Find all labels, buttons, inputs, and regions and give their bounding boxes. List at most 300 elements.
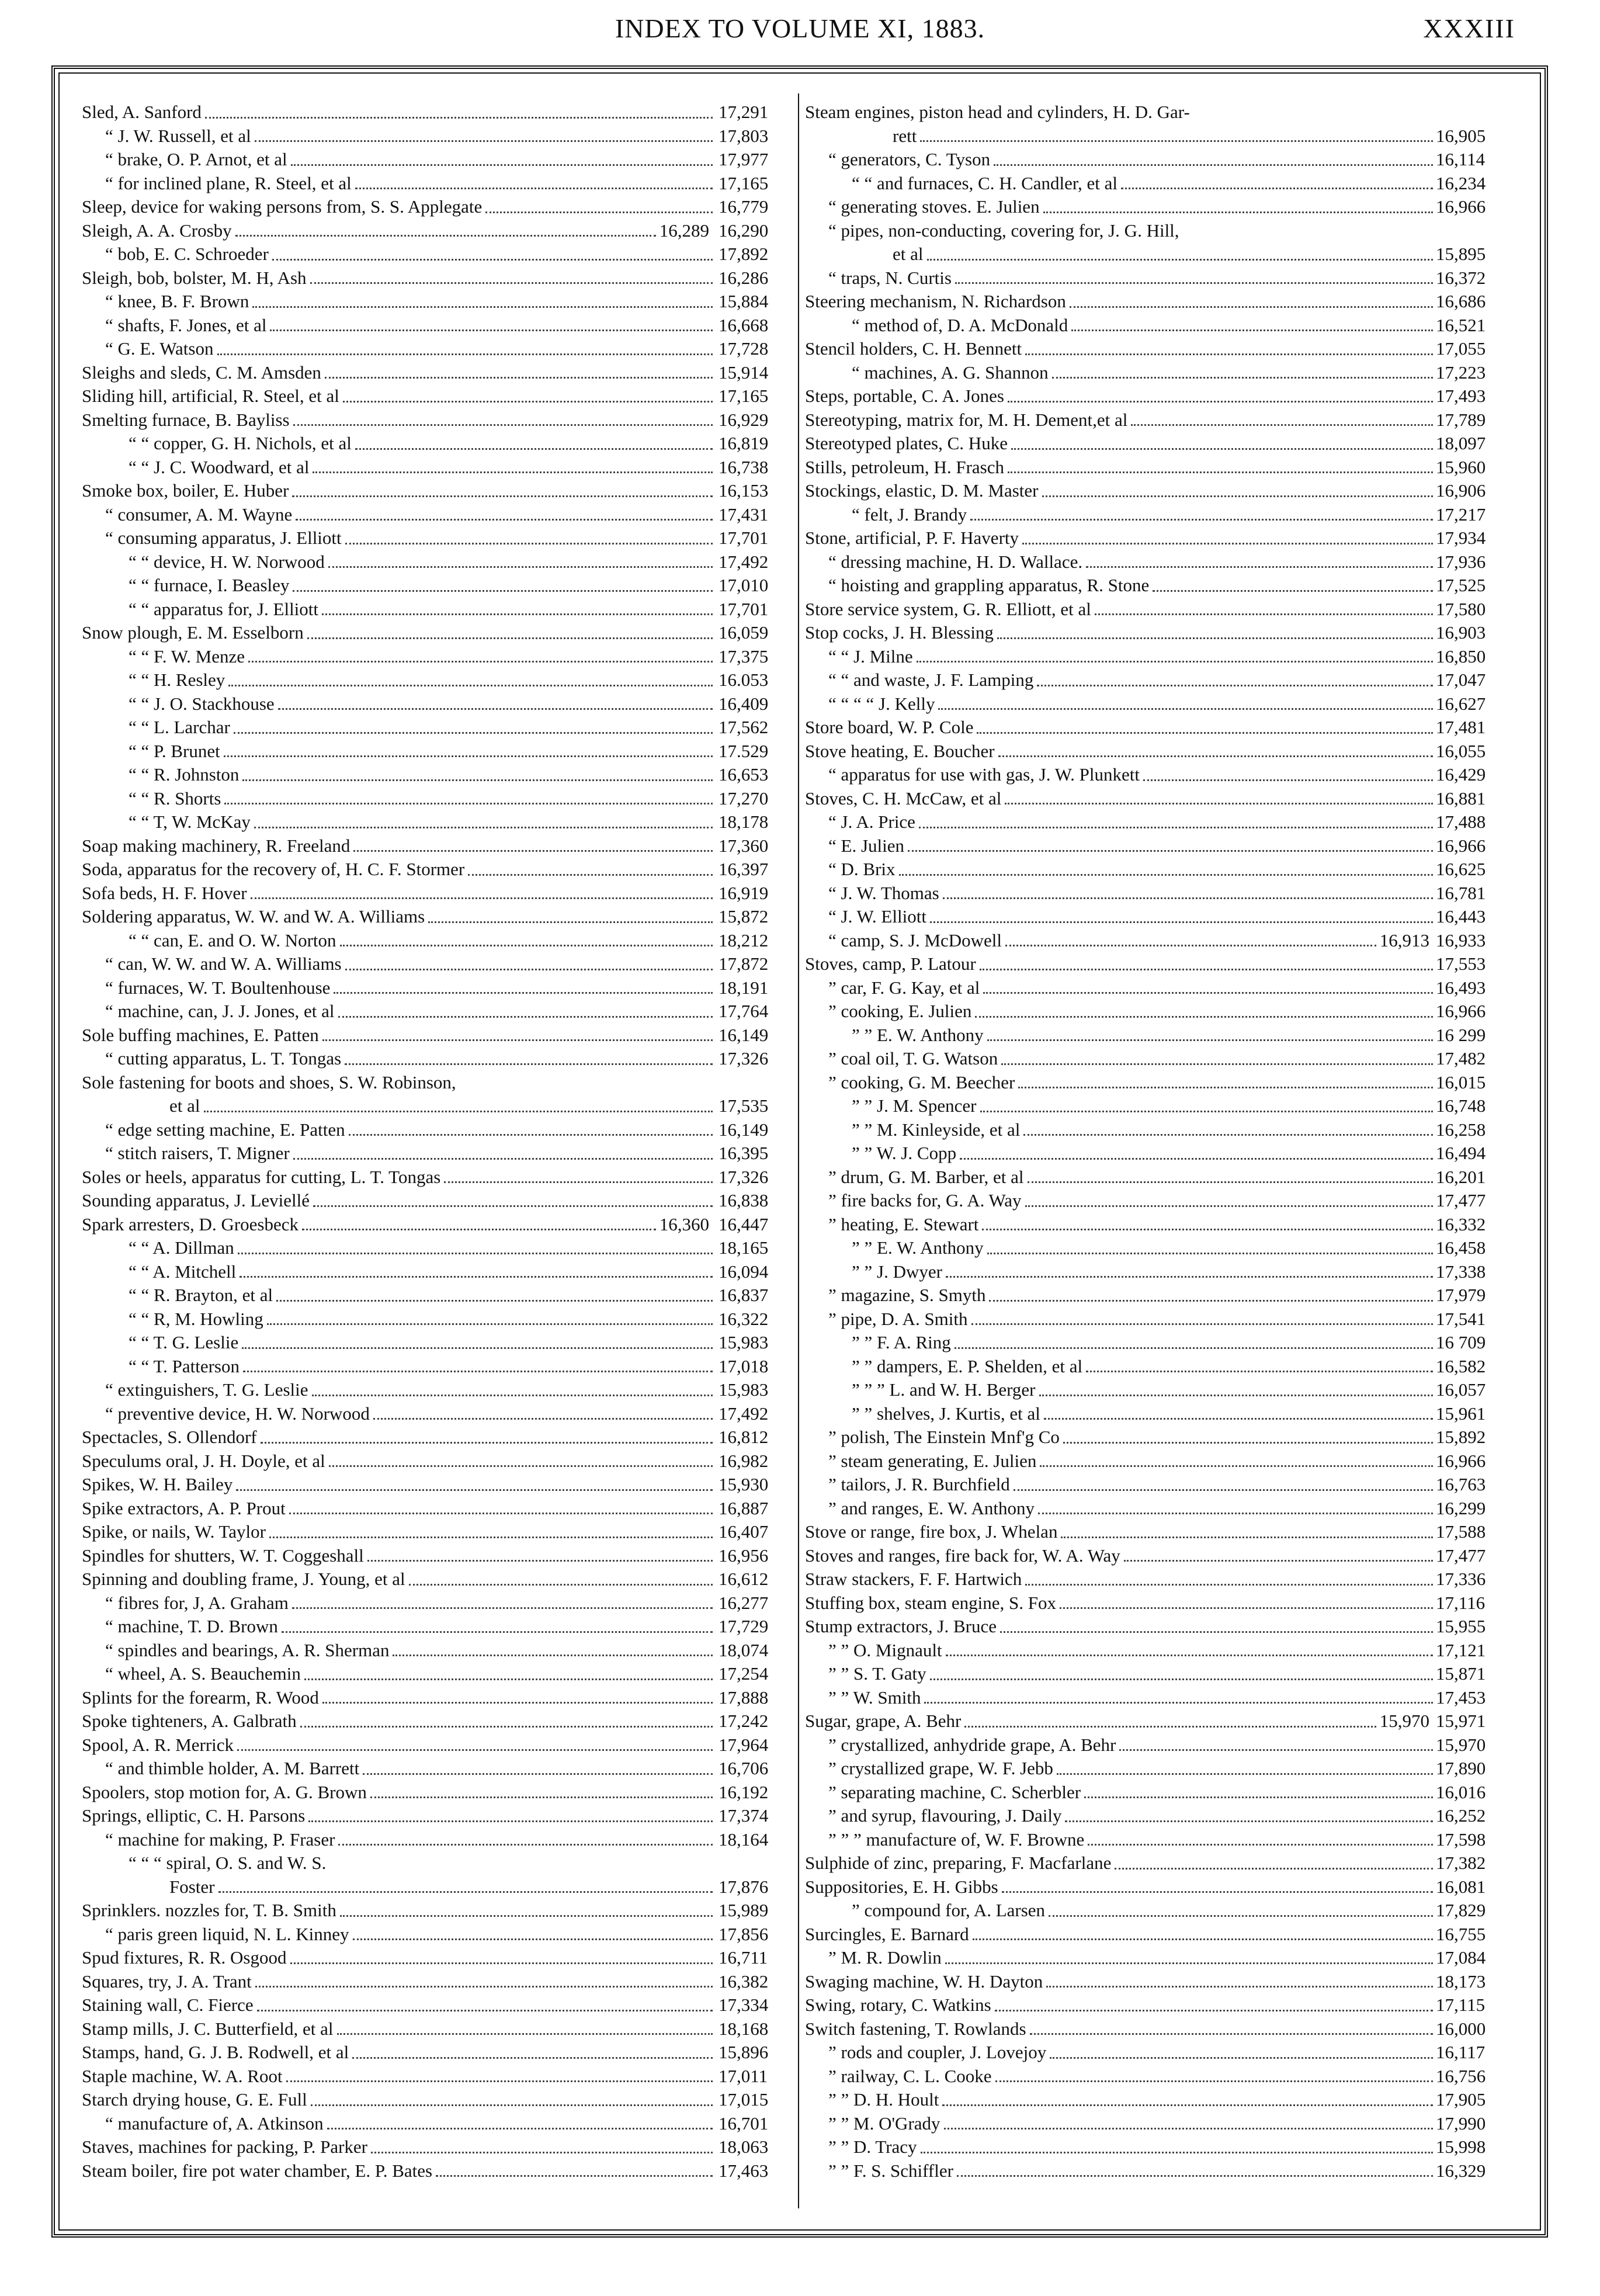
dot-leader [1042,495,1433,497]
entry-number: 17,291 [719,102,769,122]
index-entry [82,432,797,456]
dot-leader [240,1276,713,1278]
entry-text: et al [169,1095,200,1116]
index-entry [805,716,1518,740]
index-entry [82,1733,797,1757]
entry-text: Stone, artificial, P. F. Haverty [805,528,1019,548]
entry-text: Stereotyping, matrix for, M. H. Dement,et al [805,409,1128,430]
index-entry [805,810,1518,834]
dot-leader [373,1418,713,1420]
dot-leader [942,2104,1433,2106]
dot-leader [1038,1513,1433,1514]
dot-leader [293,1158,713,1160]
dot-leader [352,2057,713,2059]
entry-text: “ knee, B. F. Brown [105,291,249,311]
index-entry [805,266,1518,290]
index-entry [805,645,1518,669]
entry-number: 17,374 [719,1805,769,1826]
index-entry [805,503,1518,527]
entry-number: 16,838 [719,1190,769,1211]
entry-text: “ “ can, E. and O. W. Norton [129,930,336,951]
entry-text: “ generators, C. Tyson [828,149,991,169]
entry-number: 16,701 [719,2113,769,2134]
entry-text: ” ” ” L. and W. H. Berger [852,1379,1036,1400]
dot-leader [205,117,713,119]
dot-leader [1086,566,1433,568]
entry-text: “ brake, O. P. Arnot, et al [105,149,287,169]
dot-leader [920,140,1433,142]
index-entry [82,1804,797,1828]
entry-text: “ “ R. Brayton, et al [129,1285,273,1305]
index-entry [82,1047,797,1071]
entry-number: 17,431 [719,504,769,525]
index-entry [805,1567,1518,1591]
dot-leader [312,1395,713,1396]
entry-number: 18,097 [1436,433,1486,453]
entry-text: ” ” F. A. Ring [852,1332,951,1352]
entry-text: “ “ R, M. Howling [129,1308,263,1329]
dot-leader [272,259,713,261]
index-entry [805,361,1518,385]
entry-text: ” compound for, A. Larsen [852,1900,1046,1920]
entry-number: 17,242 [719,1711,769,1731]
index-entry [82,1000,797,1024]
index-entry [805,929,1518,953]
dot-leader [1011,448,1433,450]
dot-leader [255,140,713,142]
index-entry [82,1709,797,1733]
index-entry [82,1970,797,1994]
entry-text: ” rods and coupler, J. Lovejoy [828,2042,1047,2062]
entry-text: Stuffing box, steam engine, S. Fox [805,1592,1056,1613]
index-entry [805,1142,1518,1166]
dot-leader [345,543,713,544]
index-entry [82,148,797,172]
page-header [0,13,1600,54]
index-entry [82,621,797,645]
entry-number: 16,521 [1436,314,1486,335]
entry-number: 16,252 [1436,1805,1486,1826]
dot-leader [289,1513,713,1514]
dot-leader [1049,1915,1433,1917]
index-entry [805,2065,1518,2089]
entry-text: Sleep, device for waking persons from, S. S. Applegate [82,196,483,217]
entry-text: Steam engines, piston head and cylinders, H. D. Gar- [805,102,1190,122]
entry-number: 18,063 [719,2137,769,2157]
entry-text: et al [893,244,924,264]
dot-leader [371,2152,713,2153]
index-entry [805,1094,1518,1118]
dot-leader [337,2033,713,2035]
entry-number: 17,492 [719,551,769,572]
entry-number: 16,055 [1436,740,1486,761]
entry-text: ” and ranges, E. W. Anthony [828,1497,1035,1518]
entry-text: Stump extractors, J. Bruce [805,1616,997,1636]
index-entry [805,219,1518,243]
index-entry [805,432,1518,456]
index-entry [805,668,1518,692]
entry-number: 16,781 [1436,882,1486,903]
entry-text: Sleigh, A. A. Crosby [82,220,232,241]
entry-text: “ edge setting machine, E. Patten [105,1119,345,1140]
dot-leader [1124,1560,1433,1562]
entry-number: 17,334 [719,1995,769,2015]
index-entry [805,148,1518,172]
entry-text: Stills, petroleum, H. Frasch [805,456,1004,477]
entry-text: Switch fastening, T. Rowlands [805,2018,1026,2039]
entry-number: 17,535 [719,1095,769,1116]
entry-text: ” ” M. O'Grady [828,2113,940,2134]
entry-text: Sleighs and sleds, C. M. Amsden [82,362,321,383]
entry-number: 17,116 [1436,1592,1486,1613]
entry-number: 16,059 [719,622,769,643]
index-entry [805,2017,1518,2041]
entry-text: ” ” D. H. Hoult [828,2089,939,2110]
dot-leader [921,2152,1433,2153]
index-entry [805,337,1518,361]
index-entry [805,1686,1518,1710]
index-entry [82,1307,797,1331]
entry-text: “ traps, N. Curtis [828,267,952,288]
index-entry [805,456,1518,480]
dot-leader [908,850,1433,852]
index-entry [82,952,797,976]
entry-text: “ D. Brix [828,859,896,879]
entry-number: 17,553 [1436,953,1486,974]
entry-number: 16,748 [1436,1095,1486,1116]
index-entry [805,195,1518,219]
dot-leader [234,732,713,734]
entry-number: 17,382 [1436,1853,1486,1873]
entry-secondary-number: 16,913 [1379,930,1429,951]
entry-text: “ cutting apparatus, L. T. Tongas [105,1048,342,1069]
entry-text: “ dressing machine, H. D. Wallace. [828,551,1083,572]
entry-number: 16,905 [1436,125,1486,146]
dot-leader [1039,1395,1433,1396]
entry-number: 16,493 [1436,977,1486,998]
entry-text: Squares, try, J. A. Trant [82,1971,252,1992]
dot-leader [235,235,656,237]
dot-leader [308,1820,713,1822]
index-entry [82,2088,797,2112]
dot-leader [251,897,713,899]
entry-secondary-number: 16,360 [659,1213,709,1234]
entry-number: 15,871 [1436,1663,1486,1684]
dot-leader [242,779,713,781]
dot-leader [927,259,1433,261]
index-entry [82,882,797,906]
index-entry [82,1426,797,1449]
dot-leader [1025,1205,1433,1207]
entry-text: “ hoisting and grappling apparatus, R. Stone [828,575,1150,595]
entry-number: 17,872 [719,953,769,974]
index-entry [805,1213,1518,1237]
dot-leader [257,2010,713,2011]
entry-text: Stamps, hand, G. J. B. Rodwell, et al [82,2042,349,2062]
entry-number: 16,332 [1436,1213,1486,1234]
entry-text: “ “ apparatus for, J. Elliott [129,598,319,619]
dot-leader [987,1039,1433,1041]
entry-number: 16,903 [1436,622,1486,643]
entry-text: Stereotyped plates, C. Huke [805,433,1008,453]
dot-leader [217,353,713,355]
index-entry [82,763,797,787]
entry-number: 16,756 [1436,2065,1486,2086]
entry-text: Staining wall, C. Fierce [82,1995,254,2015]
entry-number: 16,966 [1436,196,1486,217]
entry-text: “ “ F. W. Menze [129,646,245,667]
entry-number: 16,812 [719,1427,769,1447]
dot-leader [353,1938,713,1940]
entry-number: 16,627 [1436,693,1486,714]
index-entry [82,172,797,196]
entry-number: 16,706 [719,1758,769,1778]
dot-leader [355,448,713,450]
dot-leader [1043,211,1433,213]
index-entry [82,2135,797,2159]
dot-leader [218,1891,713,1893]
entry-text: Sliding hill, artificial, R. Steel, et al [82,386,339,406]
entry-text: “ J. W. Russell, et al [105,125,251,146]
entry-text: “ “ R. Shorts [129,788,221,809]
dot-leader [367,1560,713,1562]
index-entry [82,1520,797,1544]
entry-text: “ camp, S. J. McDowell [828,930,1002,951]
dot-leader [1005,945,1376,946]
entry-secondary-number: 16,289 [659,220,709,241]
index-entry [805,1473,1518,1497]
index-entry [82,1260,797,1284]
index-entry [805,1591,1518,1615]
entry-number: 15,872 [719,906,769,927]
entry-number: 16,779 [719,196,769,217]
index-entry [805,479,1518,503]
entry-number: 17,360 [719,835,769,856]
dot-leader [1057,1773,1433,1775]
dot-leader [485,211,713,213]
entry-text: “ fibres for, J, A. Graham [105,1592,289,1613]
index-entry [805,1520,1518,1544]
entry-number: 17,905 [1436,2089,1486,2110]
entry-text: Steering mechanism, N. Richardson [805,291,1066,311]
index-entry [805,1709,1518,1733]
entry-text: Speculums oral, J. H. Doyle, et al [82,1450,325,1471]
dot-leader [270,330,713,331]
index-entry [82,692,797,716]
index-entry [805,1426,1518,1449]
index-entry [805,1189,1518,1213]
index-entry [82,1284,797,1307]
dot-leader [313,471,713,473]
entry-number: 16,372 [1436,267,1486,288]
entry-text: Spinning and doubling frame, J. Young, et al [82,1569,405,1589]
index-entry [805,834,1518,858]
dot-leader [1153,590,1433,592]
index-entry [82,1189,797,1213]
entry-number: 16,286 [719,267,769,288]
entry-number: 16,494 [1436,1143,1486,1163]
entry-text: “ J. W. Thomas [828,882,939,903]
index-entry [805,2135,1518,2159]
index-entry [805,242,1518,266]
index-entry [805,1236,1518,1260]
entry-number: 15,960 [1436,456,1486,477]
index-entry [82,479,797,503]
dot-leader [243,1371,713,1372]
entry-text: Spud fixtures, R. R. Osgood [82,1947,287,1968]
entry-text: Surcingles, E. Barnard [805,1923,969,1944]
entry-number: 16,117 [1436,2042,1486,2062]
entry-text: Sugar, grape, A. Behr [805,1711,962,1731]
entry-number: 16,668 [719,314,769,335]
entry-text: “ spindles and bearings, A. R. Sherman [105,1639,390,1660]
entry-number: 17,453 [1436,1687,1486,1708]
dot-leader [248,661,713,663]
entry-number: 16,299 [1436,1497,1486,1518]
entry-number: 18,173 [1436,1971,1486,1992]
entry-number: 17,375 [719,646,769,667]
entry-text: Store board, W. P. Cole [805,717,974,737]
entry-text: “ “ P. Brunet [129,740,220,761]
entry-number: 16,582 [1436,1355,1486,1376]
entry-number: 15,914 [719,362,769,383]
index-entry [82,1639,797,1663]
dot-leader [997,637,1433,639]
index-entry [805,1662,1518,1686]
entry-text: “ J. A. Price [828,811,915,832]
entry-number: 16,290 [719,220,769,241]
entry-number: 16 709 [1436,1332,1486,1352]
entry-number: 17,892 [719,244,769,264]
dot-leader [980,1111,1433,1112]
index-entry [82,1851,797,1875]
index-entry [805,574,1518,598]
dot-leader [286,2080,713,2082]
entry-text: Spectacles, S. Ollendorf [82,1427,257,1447]
entry-number: 15,983 [719,1332,769,1352]
index-entry [82,740,797,764]
entry-text: “ felt, J. Brandy [852,504,967,525]
entry-number: 17,492 [719,1403,769,1424]
dot-leader [278,708,713,710]
dot-leader [971,1323,1433,1325]
entry-number: 18,164 [719,1829,769,1850]
entry-number: 15,896 [719,2042,769,2062]
dot-leader [296,519,713,521]
dot-leader [1002,1891,1433,1893]
entry-text: Stoves, C. H. McCaw, et al [805,788,1002,809]
entry-text: Steps, portable, C. A. Jones [805,386,1004,406]
dot-leader [930,921,1433,923]
index-entry [82,1071,797,1095]
index-entry [805,905,1518,929]
entry-number: 16,966 [1436,835,1486,856]
entry-text: Sleigh, bob, bolster, M. H, Ash [82,267,307,288]
dot-leader [349,1134,713,1136]
entry-number: 17,789 [1436,409,1486,430]
index-entry [82,1781,797,1805]
index-entry [82,219,797,243]
entry-number: 17,588 [1436,1521,1486,1542]
index-entry [805,1615,1518,1639]
entry-text: ” separating machine, C. Scherbler [828,1781,1081,1802]
entry-text: ” railway, C. L. Cooke [828,2065,992,2086]
entry-text: “ “ device, H. W. Norwood [129,551,325,572]
entry-number: 17,936 [1436,551,1486,572]
entry-text: ” ” E. W. Anthony [852,1237,984,1258]
dot-leader [1050,2057,1433,2059]
entry-number: 16,612 [719,1569,769,1589]
dot-leader [1070,306,1433,308]
dot-leader [995,2010,1433,2011]
dot-leader [955,282,1433,284]
dot-leader [334,992,713,994]
dot-leader [899,874,1433,876]
dot-leader [345,1063,713,1065]
dot-leader [322,613,713,615]
index-entry [82,1024,797,1048]
index-entry [82,905,797,929]
dot-leader [238,1253,713,1254]
entry-number: 17,326 [719,1166,769,1187]
index-entry [805,1497,1518,1521]
entry-number: 16,000 [1436,2018,1486,2039]
dot-leader [304,1678,713,1680]
entry-number: 17,488 [1436,811,1486,832]
index-entry [805,314,1518,338]
index-entry [805,100,1518,124]
entry-text: ” ” D. Tracy [828,2137,917,2157]
dot-leader [945,1962,1433,1964]
entry-number: 15,971 [1436,1711,1486,1731]
dot-leader [987,1253,1433,1254]
entry-number: 15,989 [719,1900,769,1920]
entry-text: ” ” dampers, E. P. Shelden, et al [852,1355,1083,1376]
entry-number: 16,429 [1436,764,1486,785]
index-entry [805,124,1518,148]
entry-text: “ “ J. O. Stackhouse [129,693,275,714]
entry-text: Sulphide of zinc, preparing, F. Macfarlane [805,1853,1112,1873]
entry-text: “ “ copper, G. H. Nichols, et al [129,433,352,453]
entry-number: 17,018 [719,1355,769,1376]
index-entry [805,1071,1518,1095]
dot-leader [468,874,713,876]
entry-text: “ “ L. Larchar [129,717,230,737]
index-entry [805,1000,1518,1024]
dot-leader [1044,1418,1433,1420]
index-entry [805,550,1518,574]
dot-leader [338,1016,713,1018]
entry-text: “ furnaces, W. T. Boultenhouse [105,977,331,998]
index-entry [805,882,1518,906]
entry-number: 17,047 [1436,670,1486,690]
entry-secondary-number: 15,970 [1379,1711,1429,1731]
dot-leader [983,992,1433,994]
entry-number: 17,562 [719,717,769,737]
entry-text: Spike, or nails, W. Taylor [82,1521,266,1542]
dot-leader [269,1537,713,1538]
dot-leader [255,1986,713,1988]
dot-leader [1119,1749,1433,1751]
dot-leader [980,969,1433,970]
entry-text: Sled, A. Sanford [82,102,202,122]
entry-text: “ “ H. Resley [129,670,225,690]
entry-number: 16,322 [719,1308,769,1329]
dot-leader [300,1726,713,1728]
entry-number: 16,933 [1436,930,1486,951]
entry-text: Stencil holders, C. H. Bennett [805,338,1022,359]
dot-leader [204,1111,713,1112]
